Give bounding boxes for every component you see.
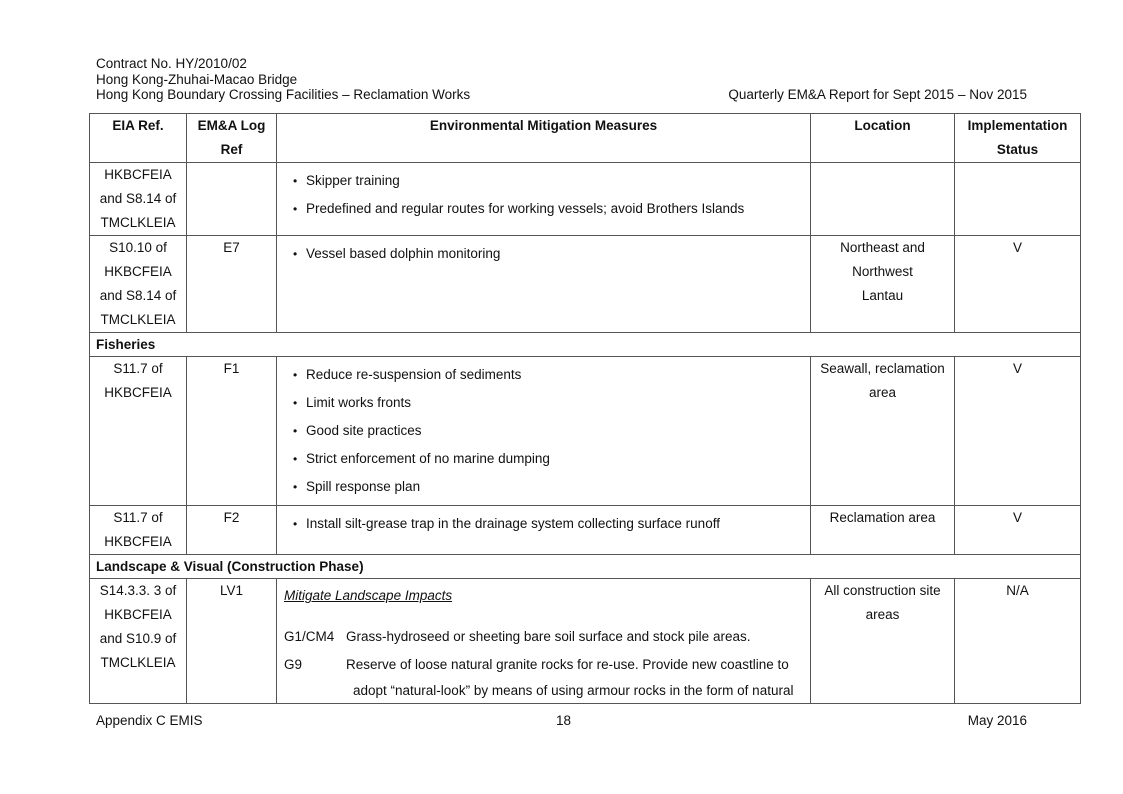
eia-ref-cell: HKBCFEIA and S8.14 of TMCLKLEIA xyxy=(90,163,187,236)
table-row xyxy=(90,163,1081,236)
footer-date: May 2016 xyxy=(967,713,1027,728)
measures-cell xyxy=(277,163,811,236)
measure-code: G9 xyxy=(284,657,303,672)
measure-item-g1 xyxy=(284,623,810,651)
footer-appendix: Appendix C EMIS xyxy=(96,713,203,728)
section-row-fisheries xyxy=(90,333,1081,357)
header-log-ref: EM&A Log Ref xyxy=(187,114,277,163)
log-ref-cell xyxy=(187,163,277,236)
contract-number: Contract No. HY/2010/02 xyxy=(96,56,247,71)
eia-ref-cell: S11.7 of HKBCFEIA xyxy=(90,506,187,555)
project-name: Hong Kong-Zhuhai-Macao Bridge xyxy=(96,71,298,87)
section-title: Fisheries xyxy=(90,333,1081,357)
table-row xyxy=(90,506,1081,555)
emis-table xyxy=(89,113,1081,704)
status-cell: N/A xyxy=(955,579,1081,704)
location-cell xyxy=(811,163,955,236)
section-title: Landscape & Visual (Construction Phase) xyxy=(90,555,1081,579)
table-header-row xyxy=(90,114,1081,163)
report-title: Quarterly EM&A Report for Sept 2015 – Nov 2015 xyxy=(728,87,1027,102)
location-cell: All construction site areas xyxy=(811,579,955,704)
log-ref-cell: E7 xyxy=(187,236,277,333)
status-cell: V xyxy=(955,506,1081,555)
log-ref-cell: F2 xyxy=(187,506,277,555)
measures-cell xyxy=(277,579,811,704)
table-row xyxy=(90,357,1081,506)
list-item: • Good site practices xyxy=(293,417,810,445)
measures-cell xyxy=(277,357,811,506)
section-row-landscape xyxy=(90,555,1081,579)
list-item: • Spill response plan xyxy=(293,473,810,501)
list-item: • Predefined and regular routes for working vessels; avoid Brothers Islands xyxy=(293,195,810,223)
measure-heading: Mitigate Landscape Impacts xyxy=(284,588,453,603)
measure-item-g9 xyxy=(284,651,810,679)
document-header xyxy=(96,56,470,103)
header-eia-ref: EIA Ref. xyxy=(90,114,187,163)
works-name: Hong Kong Boundary Crossing Facilities – Reclamation Works xyxy=(96,87,471,102)
header-location: Location xyxy=(811,114,955,163)
list-item: • Install silt-grease trap in the drainage system collecting surface runoff xyxy=(293,510,810,538)
table-row xyxy=(90,579,1081,704)
eia-ref-cell: S11.7 of HKBCFEIA xyxy=(90,357,187,506)
table-row xyxy=(90,236,1081,333)
list-item: • Strict enforcement of no marine dumping xyxy=(293,445,810,473)
location-cell: Seawall, reclamation area xyxy=(811,357,955,506)
list-item: • Limit works fronts xyxy=(293,389,810,417)
header-status: Implementation Status xyxy=(955,114,1081,163)
location-cell: Reclamation area xyxy=(811,506,955,555)
measure-text: Reserve of loose natural granite rocks for re-use. Provide new coastline to xyxy=(346,657,789,672)
page-number: 18 xyxy=(556,713,572,728)
measures-cell xyxy=(277,506,811,555)
status-cell xyxy=(955,163,1081,236)
measure-text-continued: adopt “natural-look” by means of using armour rocks in the form of natural xyxy=(353,683,794,698)
eia-ref-cell: S10.10 of HKBCFEIA and S8.14 of TMCLKLEIA xyxy=(90,236,187,333)
measures-cell xyxy=(277,236,811,333)
header-measures: Environmental Mitigation Measures xyxy=(277,114,811,163)
location-cell: Northeast and Northwest Lantau xyxy=(811,236,955,333)
list-item: • Reduce re-suspension of sediments xyxy=(293,361,810,389)
measure-code: G1/CM4 xyxy=(284,629,335,644)
list-item: • Skipper training xyxy=(293,167,810,195)
log-ref-cell: LV1 xyxy=(187,579,277,704)
measure-text: Grass-hydroseed or sheeting bare soil surface and stock pile areas. xyxy=(346,629,751,644)
status-cell: V xyxy=(955,357,1081,506)
status-cell: V xyxy=(955,236,1081,333)
eia-ref-cell: S14.3.3. 3 of HKBCFEIA and S10.9 of TMCLKLEIA xyxy=(90,579,187,704)
list-item: • Vessel based dolphin monitoring xyxy=(293,240,810,268)
log-ref-cell: F1 xyxy=(187,357,277,506)
